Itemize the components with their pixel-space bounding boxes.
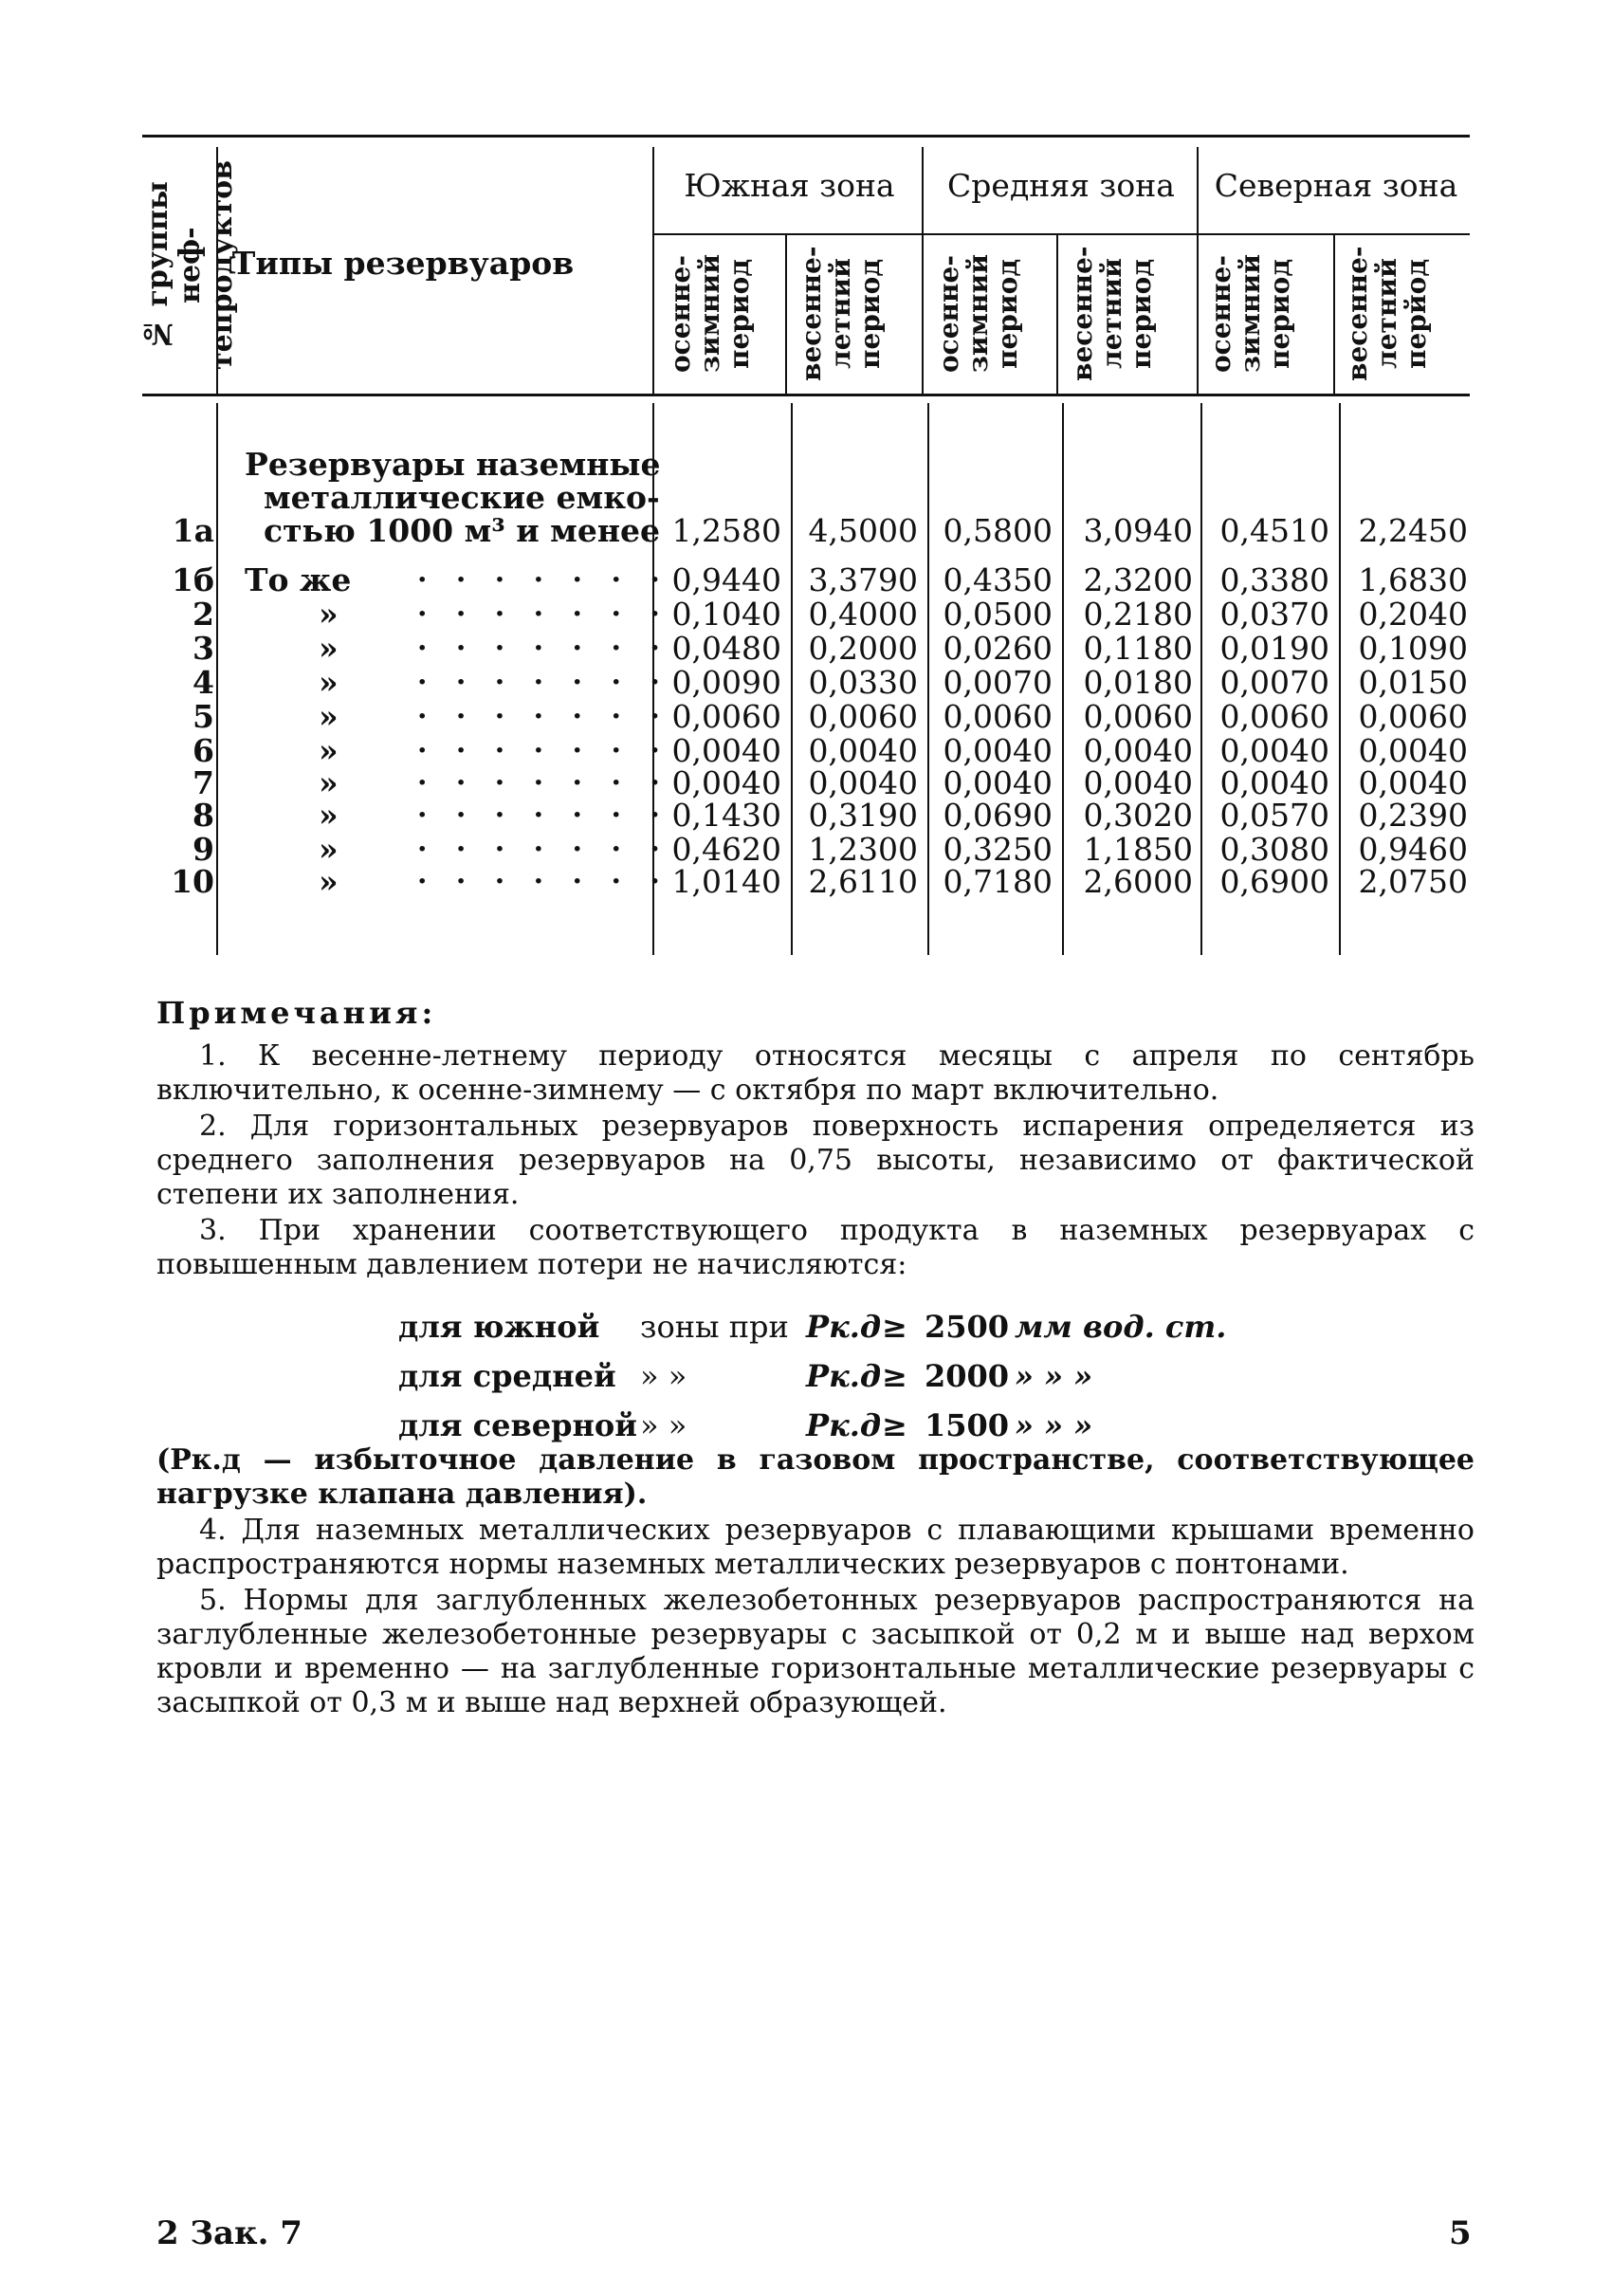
formula-variable: Pк.д — [806, 1407, 882, 1443]
value-cell: 0,0060 — [1219, 698, 1329, 735]
period-autumn-south: осенне- зимний период — [665, 254, 755, 374]
value-cell: 3,0940 — [1083, 512, 1193, 549]
row-type-ditto: » — [319, 732, 339, 769]
formula-word: зоны при — [640, 1309, 789, 1345]
value-cell: 0,0040 — [808, 732, 918, 769]
leader-dots: · · · · · · · — [417, 597, 669, 631]
header-divider — [652, 147, 654, 395]
value-cell: 1,6830 — [1358, 561, 1468, 598]
value-cell: 3,3790 — [808, 561, 918, 598]
value-cell: 0,7180 — [943, 863, 1053, 900]
value-cell: 0,0040 — [1219, 732, 1329, 769]
note-3-explanation: (Pк.д — избыточное давление в газовом пространстве, соответствующее нагрузке клапана давления). — [156, 1443, 1475, 1511]
value-cell: 0,3380 — [1219, 561, 1329, 598]
row-type-ditto: » — [319, 764, 339, 801]
header-divider — [922, 147, 924, 395]
value-cell: 2,3200 — [1083, 561, 1193, 598]
pressure-formula-line — [398, 1407, 1252, 1445]
value-cell: 0,1180 — [1083, 630, 1193, 667]
value-cell: 0,0040 — [1358, 764, 1468, 801]
value-cell: 2,6000 — [1083, 863, 1193, 900]
value-cell: 0,3020 — [1083, 797, 1193, 834]
formula-operator: ≥ — [882, 1358, 907, 1394]
row-group-number: 1а — [172, 512, 214, 549]
row-group-number: 6 — [192, 732, 214, 769]
leader-dots: · · · · · · · — [417, 700, 669, 733]
leader-dots: · · · · · · · — [417, 833, 669, 866]
value-cell: 0,0040 — [1083, 764, 1193, 801]
row-1a-type-line1: Резервуары наземные — [245, 446, 661, 483]
formula-value: 2000 — [925, 1358, 1010, 1394]
body-divider — [1062, 403, 1064, 955]
zone-north-header: Северная зона — [1214, 167, 1458, 204]
row-type-ditto: » — [319, 596, 339, 633]
value-cell: 1,2580 — [671, 512, 781, 549]
value-cell: 0,2000 — [808, 630, 918, 667]
value-cell: 0,5800 — [943, 512, 1053, 549]
value-cell: 0,0330 — [808, 664, 918, 701]
value-cell: 2,0750 — [1358, 863, 1468, 900]
leader-dots: · · · · · · · — [417, 666, 669, 699]
value-cell: 0,0180 — [1083, 664, 1193, 701]
formula-zone: для северной — [398, 1407, 637, 1443]
value-cell: 0,9440 — [671, 561, 781, 598]
value-cell: 0,1040 — [671, 596, 781, 633]
value-cell: 2,2450 — [1358, 512, 1468, 549]
value-cell: 0,2390 — [1358, 797, 1468, 834]
value-cell: 0,3250 — [943, 831, 1053, 868]
row-1a-type-line3: стью 1000 м³ и менее — [264, 512, 660, 549]
row-type-ditto: » — [319, 664, 339, 701]
leader-dots: · · · · · · · — [417, 799, 669, 832]
header-divider — [785, 235, 787, 395]
formula-zone: для южной — [398, 1309, 600, 1345]
value-cell: 1,0140 — [671, 863, 781, 900]
zone-middle-header: Средняя зона — [947, 167, 1175, 204]
leader-dots: · · · · · · · — [417, 563, 669, 597]
row-group-number: 1б — [172, 561, 214, 598]
formula-unit: » » » — [1015, 1358, 1093, 1394]
value-cell: 0,9460 — [1358, 831, 1468, 868]
value-cell: 0,0070 — [943, 664, 1053, 701]
value-cell: 0,4510 — [1219, 512, 1329, 549]
value-cell: 0,0090 — [671, 664, 781, 701]
value-cell: 0,0040 — [943, 764, 1053, 801]
note-3: 3. При хранении соответствующего продукта в наземных резервуарах с повышенным давлением потери не начисляются: — [156, 1214, 1475, 1281]
row-group-number: 8 — [192, 797, 214, 834]
value-cell: 0,0060 — [671, 698, 781, 735]
note-1: 1. К весенне-летнему периоду относятся месяцы с апреля по сентябрь включительно, к осенне-зимнему — с октября по март включительно. — [156, 1039, 1475, 1107]
value-cell: 0,0060 — [808, 698, 918, 735]
row-group-number: 4 — [192, 664, 214, 701]
value-cell: 0,0060 — [1358, 698, 1468, 735]
value-cell: 0,0500 — [943, 596, 1053, 633]
row-type-ditto: » — [319, 863, 339, 900]
value-cell: 0,3080 — [1219, 831, 1329, 868]
note-5: 5. Нормы для заглубленных железобетонных резервуаров распространяются на заглубленные железобетонные резервуары с засыпкой от 0,2 м и выше над верхом кровли и временно — на заглубленные горизонтальные металлические резервуары с засыпкой от 0,3 м и выше над верхней образующей. — [156, 1584, 1475, 1719]
value-cell: 0,0040 — [671, 764, 781, 801]
leader-dots: · · · · · · · — [417, 632, 669, 665]
value-cell: 0,4000 — [808, 596, 918, 633]
row-group-number: 3 — [192, 630, 214, 667]
value-cell: 0,0040 — [1358, 732, 1468, 769]
value-cell: 0,2180 — [1083, 596, 1193, 633]
row-group-number: 5 — [192, 698, 214, 735]
value-cell: 0,1090 — [1358, 630, 1468, 667]
value-cell: 0,0570 — [1219, 797, 1329, 834]
value-cell: 0,6900 — [1219, 863, 1329, 900]
value-cell: 0,0040 — [1083, 732, 1193, 769]
formula-operator: ≥ — [882, 1407, 907, 1443]
zone-south-header: Южная зона — [684, 167, 895, 204]
note-4: 4. Для наземных металлических резервуаров с плавающими крышами временно распространяются нормы наземных металлических резервуаров с понтонами. — [156, 1514, 1475, 1581]
header-bottom-rule — [142, 394, 1470, 396]
row-group-number: 10 — [171, 863, 214, 900]
value-cell: 0,0370 — [1219, 596, 1329, 633]
value-cell: 0,0060 — [943, 698, 1053, 735]
value-cell: 0,0040 — [808, 764, 918, 801]
leader-dots: · · · · · · · — [417, 766, 669, 799]
value-cell: 0,4350 — [943, 561, 1053, 598]
value-cell: 2,6110 — [808, 863, 918, 900]
value-cell: 4,5000 — [808, 512, 918, 549]
formula-word: » » — [640, 1407, 687, 1443]
row-group-number: 7 — [192, 764, 214, 801]
row-1a-type-line2: металлические емко- — [264, 479, 660, 516]
formula-operator: ≥ — [882, 1309, 907, 1345]
value-cell: 0,0040 — [671, 732, 781, 769]
row-type-same: То же — [245, 561, 352, 598]
period-spring-north: весенне- летний перйод — [1342, 246, 1432, 382]
period-spring-middle: весенне- летний период — [1067, 246, 1157, 382]
formula-word: » » — [640, 1358, 687, 1394]
header-divider — [1056, 235, 1058, 395]
page-number: 5 — [1449, 2214, 1472, 2252]
value-cell: 0,1430 — [671, 797, 781, 834]
pressure-formula-line — [398, 1309, 1252, 1347]
value-cell: 0,0040 — [1219, 764, 1329, 801]
formula-value: 1500 — [925, 1407, 1010, 1443]
value-cell: 0,0690 — [943, 797, 1053, 834]
period-autumn-north: осенне- зимний период — [1205, 254, 1295, 374]
zone-subheader-rule — [654, 233, 1470, 235]
value-cell: 0,2040 — [1358, 596, 1468, 633]
value-cell: 0,4620 — [671, 831, 781, 868]
formula-value: 2500 — [925, 1309, 1010, 1345]
footer-order-number: 2 Зак. 7 — [156, 2214, 302, 2252]
pressure-formula-line — [398, 1358, 1252, 1396]
value-cell: 1,1850 — [1083, 831, 1193, 868]
value-cell: 0,0040 — [943, 732, 1053, 769]
value-cell: 0,0060 — [1083, 698, 1193, 735]
row-type-ditto: » — [319, 831, 339, 868]
row-type-ditto: » — [319, 797, 339, 834]
notes-heading: Примечания: — [156, 995, 437, 1031]
formula-unit: » » » — [1015, 1407, 1093, 1443]
formula-variable: Pк.д — [806, 1358, 882, 1394]
row-group-number: 2 — [192, 596, 214, 633]
formula-variable: Pк.д — [806, 1309, 882, 1345]
value-cell: 1,2300 — [808, 831, 918, 868]
formula-zone: для средней — [398, 1358, 616, 1394]
row-group-number: 9 — [192, 831, 214, 868]
row-type-ditto: » — [319, 698, 339, 735]
leader-dots: · · · · · · · — [417, 865, 669, 898]
value-cell: 0,0260 — [943, 630, 1053, 667]
period-spring-south: весенне- летний период — [796, 246, 886, 382]
group-number-header: № группы неф- тепродуктов — [141, 160, 239, 371]
header-divider — [1333, 235, 1335, 395]
table-top-rule — [142, 135, 1470, 138]
value-cell: 0,0480 — [671, 630, 781, 667]
period-autumn-middle: осенне- зимний период — [933, 254, 1023, 374]
header-divider — [1197, 147, 1199, 395]
body-divider — [216, 403, 218, 955]
row-type-ditto: » — [319, 630, 339, 667]
value-cell: 0,3190 — [808, 797, 918, 834]
formula-unit: мм вод. ст. — [1015, 1309, 1227, 1345]
types-header: Типы резервуаров — [231, 245, 575, 282]
value-cell: 0,0150 — [1358, 664, 1468, 701]
note-2: 2. Для горизонтальных резервуаров поверхность испарения определяется из среднего заполнения резервуаров на 0,75 высоты, независимо от фактической степени их заполнения. — [156, 1110, 1475, 1211]
leader-dots: · · · · · · · — [417, 734, 669, 767]
value-cell: 0,0190 — [1219, 630, 1329, 667]
value-cell: 0,0070 — [1219, 664, 1329, 701]
